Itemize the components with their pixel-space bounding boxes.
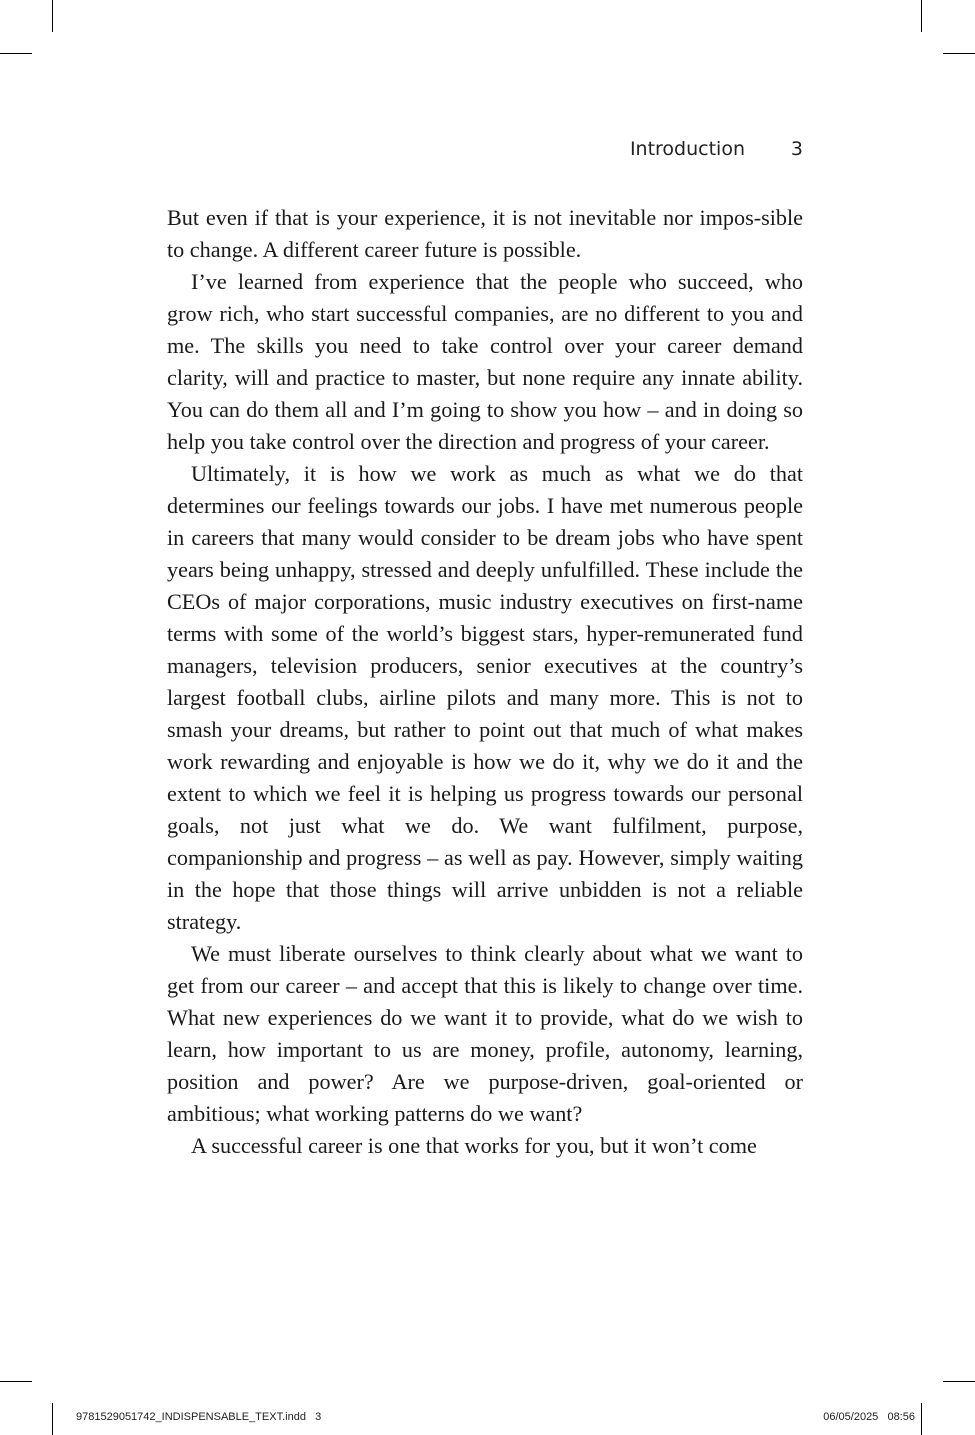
paragraph: A successful career is one that works for you, but it won’t come <box>191 1133 757 1158</box>
crop-mark <box>921 0 922 32</box>
slug-datetime: 06/05/2025 08:56 <box>823 1411 915 1423</box>
body-text <box>167 202 803 1162</box>
slug-file: 9781529051742_INDISPENSABLE_TEXT.indd 3 <box>76 1411 322 1423</box>
crop-mark <box>943 1381 975 1382</box>
paragraph: But even if that is your experience, it is not inevitable nor impos-sible to change. A different career future is possible. <box>167 205 803 262</box>
crop-mark <box>943 53 975 54</box>
page-number: 3 <box>790 138 803 160</box>
running-header-title: Introduction <box>629 138 745 160</box>
paragraph: Ultimately, it is how we work as much as what we do that determines our feelings towards our jobs. I have met numerous people in careers that many would consider to be dream jobs who have spent years being unhappy, stressed and deeply unfulfilled. These include the CEOs of major corporations, music industry executives on first-name terms with some of the world’s biggest stars, hyper-remunerated fund managers, television producers, senior executives at the country’s largest football clubs, airline pilots and many more. This is not to smash your dreams, but rather to point out that much of what makes work rewarding and enjoyable is how we do it, why we do it and the extent to which we feel it is helping us progress towards our personal goals, not just what we do. We want fulfilment, purpose, companionship and progress – as well as pay. However, simply waiting in the hope that those things will arrive unbidden is not a reliable strategy. <box>167 461 803 934</box>
crop-mark <box>921 1403 922 1435</box>
crop-mark <box>52 0 53 32</box>
crop-mark <box>0 1381 32 1382</box>
paragraph: I’ve learned from experience that the people who succeed, who grow rich, who start successful companies, are no different to you and me. The skills you need to take control over your career demand clarity, will and practice to master, but none require any innate ability. You can do them all and I’m going to show you how – and in doing so help you take control over the direction and progress of your career. <box>167 269 803 454</box>
crop-mark <box>52 1403 53 1435</box>
crop-mark <box>0 53 32 54</box>
paragraph: We must liberate ourselves to think clearly about what we want to get from our career – and accept that this is likely to change over time. What new experiences do we want it to provide, what do we wish to learn, how important to us are money, profile, autonomy, learning, position and power? Are we purpose-driven, goal-oriented or ambitious; what working patterns do we want? <box>167 941 803 1126</box>
